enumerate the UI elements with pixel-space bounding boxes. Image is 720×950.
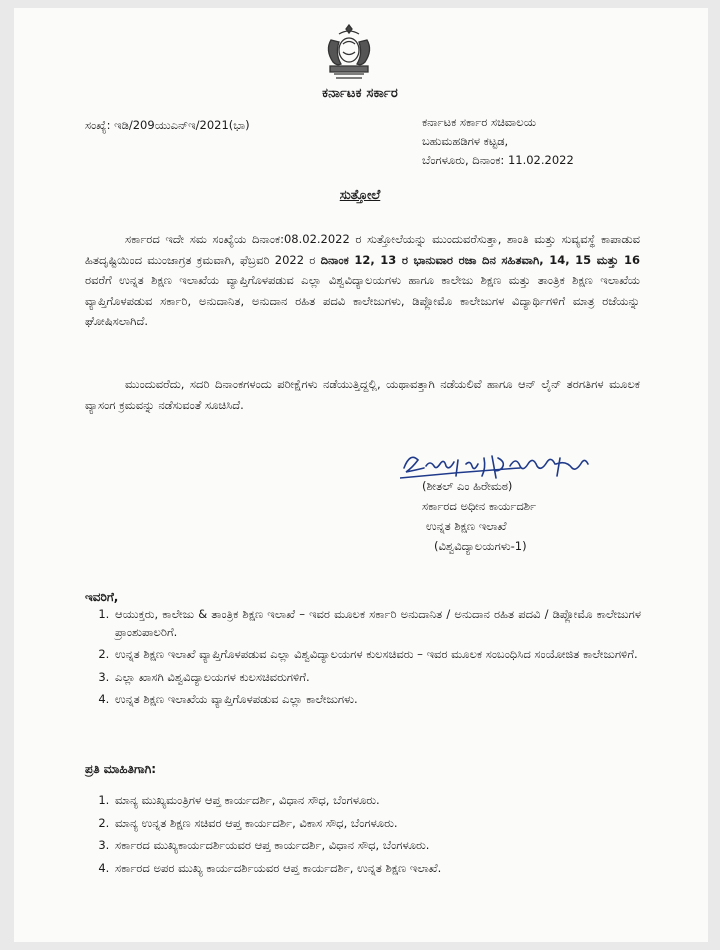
- address-line: ಕರ್ನಾಟಕ ಸರ್ಕಾರ ಸಚಿವಾಲಯ: [422, 115, 537, 129]
- list-item: 1. ಆಯುಕ್ತರು, ಕಾಲೇಜು & ತಾಂತ್ರಿಕ ಶಿಕ್ಷಣ ಇಲಾಖೆ – ಇವರ ಮೂಲಕ ಸರ್ಕಾರಿ ಅನುದಾನಿತ / ಅನುದಾನ ರಹಿತ ಪದವಿ / ಡಿಪ್ಲೋಮೊ ಕಾಲೇಜುಗಳ ಪ್ರಾಂಶುಪಾಲರಿಗೆ.: [113, 606, 641, 641]
- signatory-block: [404, 476, 664, 556]
- list-item: 4. ಉನ್ನತ ಶಿಕ್ಷಣ ಇಲಾಖೆಯ ವ್ಯಾಪ್ತಿಗೊಳಪಡುವ ಎಲ್ಲಾ ಕಾಲೇಜುಗಳು.: [113, 691, 641, 709]
- list-item: 2. ಉನ್ನತ ಶಿಕ್ಷಣ ಇಲಾಖೆ ವ್ಯಾಪ್ತಿಗೊಳಪಡುವ ಎಲ್ಲಾ ವಿಶ್ವವಿದ್ಯಾಲಯಗಳ ಕುಲಸಚಿವರು – ಇವರ ಮೂಲಕ ಸಂಬಂಧಿಸಿದ ಸಂಯೋಜಿತ ಕಾಲೇಜುಗಳಿಗೆ.: [113, 646, 641, 664]
- recipients-list: [85, 606, 641, 714]
- list-item: 2. ಮಾನ್ಯ ಉನ್ನತ ಶಿಕ್ಷಣ ಸಚಿವರ ಆಪ್ತ ಕಾರ್ಯದರ್ಶಿ, ವಿಕಾಸ ಸೌಧ, ಬೆಂಗಳೂರು.: [113, 815, 641, 833]
- government-heading: ಕರ್ನಾಟಕ ಸರ್ಕಾರ: [322, 86, 398, 101]
- address-line: ಬಹುಮಹಡಿಗಳ ಕಟ್ಟಡ,: [422, 134, 509, 148]
- state-emblem-icon: [322, 22, 376, 82]
- list-item: 3. ಸರ್ಕಾರದ ಮುಖ್ಯಕಾರ್ಯದರ್ಶಿಯವರ ಆಪ್ತ ಕಾರ್ಯದರ್ಶಿ, ವಿಧಾನ ಸೌಧ, ಬೆಂಗಳೂರು.: [113, 837, 641, 855]
- reference-number: ಸಂಖ್ಯೆ: ಇಡಿ/209ಯುಎನ್‌ಇ/2021(ಭಾ): [85, 118, 250, 132]
- signatory-department: ಉನ್ನತ ಶಿಕ್ಷಣ ಇಲಾಖೆ: [426, 519, 507, 533]
- copy-to-heading: ಪ್ರತಿ ಮಾಹಿತಿಗಾಗಿ:: [85, 762, 157, 776]
- body-text: ರವರೆಗೆ ಉನ್ನತ ಶಿಕ್ಷಣ ಇಲಾಖೆಯ ವ್ಯಾಪ್ತಿಗೊಳಪಡುವ ಎಲ್ಲಾ ವಿಶ್ವವಿದ್ಯಾಲಯಗಳು ಹಾಗೂ ಕಾಲೇಜು ಶಿಕ್ಷಣ ಮತ್ತು ತಾಂತ್ರಿಕ ಶಿಕ್ಷಣ ಇಲಾಖೆಯ ವ್ಯಾಪ್ತಿಗೊಳಪಡುವ ಸರ್ಕಾರಿ, ಅನುದಾನಿತ, ಅನುದಾನ ರಹಿತ ಪದವಿ ಕಾಲೇಜುಗಳು, ಡಿಪ್ಲೋಮೊ ಕಾಲೇಜುಗಳ ವಿದ್ಯಾರ್ಥಿಗಳಿಗೆ ಮಾತ್ರ ರಜೆಯನ್ನು ಘೋಷಿಸಲಾಗಿದೆ.: [85, 273, 640, 328]
- recipients-heading: ಇವರಿಗೆ,: [85, 590, 119, 604]
- list-item: 4. ಸರ್ಕಾರದ ಅಪರ ಮುಖ್ಯ ಕಾರ್ಯದರ್ಶಿಯವರ ಆಪ್ತ ಕಾರ್ಯದರ್ಶಿ, ಉನ್ನತ ಶಿಕ್ಷಣ ಇಲಾಖೆ.: [113, 860, 641, 878]
- signatory-section: (ವಿಶ್ವವಿದ್ಯಾಲಯಗಳು-1): [434, 539, 527, 553]
- signatory-designation: ಸರ್ಕಾರದ ಅಧೀನ ಕಾರ್ಯದರ್ಶಿ: [422, 499, 537, 513]
- body-paragraph-1: [85, 229, 640, 332]
- office-address: [422, 113, 574, 170]
- body-text: ಸರ್ಕಾರದ ಇದೇ ಸಮ ಸಂಖ್ಯೆಯ ದಿನಾಂಕ:08.02.2022 ರ ಸುತ್ತೋಲೆಯನ್ನು ಮುಂದುವರೆಸುತ್ತಾ, ಶಾಂತಿ ಮತ್ತು ಸುವ್ಯವಸ್ಥೆ ಕಾಪಾಡುವ ಹಿತದೃಷ್ಟಿಯಿಂದ ಮುಂಜಾಗ್ರತ ಕ್ರಮವಾಗಿ, ಫೆಬ್ರವರಿ 2022 ರ: [85, 232, 640, 267]
- body-paragraph-2: ಮುಂದುವರೆದು, ಸದರಿ ದಿನಾಂಕಗಳಂದು ಪರೀಕ್ಷೆಗಳು ನಡೆಯುತ್ತಿದ್ದಲ್ಲಿ, ಯಥಾವತ್ತಾಗಿ ನಡೆಯಲಿವೆ ಹಾಗೂ ಆನ್ ಲೈನ್ ತರಗತಿಗಳ ಮೂಲಕ ವ್ಯಾಸಂಗ ಕ್ರಮವನ್ನು ನಡೆಸುವಂತೆ ಸೂಚಿಸಿದೆ.: [85, 377, 640, 412]
- address-date-line: ಬೆಂಗಳೂರು, ದಿನಾಂಕ: 11.02.2022: [422, 153, 574, 167]
- holiday-dates-text: ದಿನಾಂಕ 12, 13 ರ ಭಾನುವಾರ ರಜಾ ದಿನ ಸಹಿತವಾಗಿ, 14, 15 ಮತ್ತು 16: [320, 252, 640, 267]
- signatory-name: (ಶೀತಲ್ ಎಂ ಹಿರೇಮಠ): [422, 479, 513, 493]
- circular-title: ಸುತ್ತೋಲೆ: [339, 188, 381, 203]
- copy-to-list: [85, 792, 641, 882]
- list-item: 3. ಎಲ್ಲಾ ಖಾಸಗಿ ವಿಶ್ವವಿದ್ಯಾಲಯಗಳ ಕುಲಸಚಿವರುಗಳಿಗೆ.: [113, 669, 641, 687]
- list-item: 1. ಮಾನ್ಯ ಮುಖ್ಯಮಂತ್ರಿಗಳ ಆಪ್ತ ಕಾರ್ಯದರ್ಶಿ, ವಿಧಾನ ಸೌಧ, ಬೆಂಗಳೂರು.: [113, 792, 641, 810]
